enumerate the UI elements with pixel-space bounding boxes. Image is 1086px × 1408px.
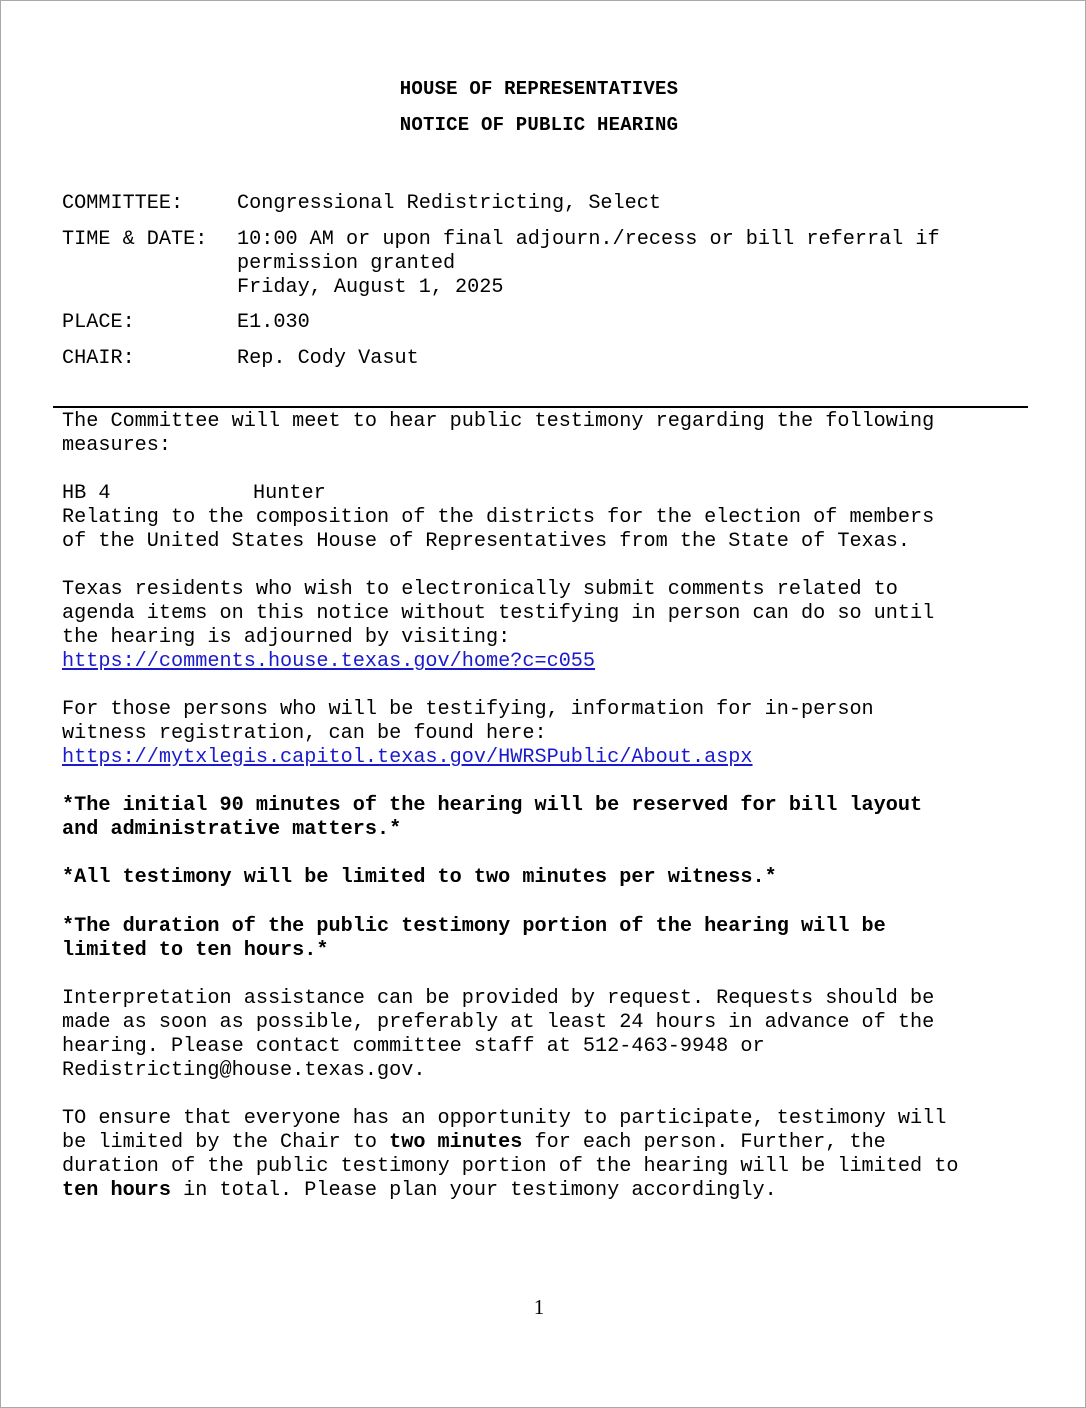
time-line-2: permission granted (237, 252, 456, 275)
notice-testimony-limit: *All testimony will be limited to two minutes per witness.* (62, 866, 777, 889)
ensure-line-1: TO ensure that everyone has an opportunity to participate, testimony will (62, 1107, 947, 1130)
ensure-line-3: duration of the public testimony portion of the hearing will be limited to (62, 1155, 959, 1178)
ensure-line-2-end: for each person. Further, the (522, 1131, 886, 1154)
date-value: Friday, August 1, 2025 (237, 276, 504, 299)
bill-number: HB 4 (62, 482, 111, 505)
time-line-1: 10:00 AM or upon final adjourn./recess or bill referral if (237, 228, 940, 251)
notice-duration-line-1: *The duration of the public testimony portion of the hearing will be (62, 915, 886, 938)
witness-registration-link[interactable]: https://mytxlegis.capitol.texas.gov/HWRSPublic/About.aspx (62, 746, 753, 769)
comments-link[interactable]: https://comments.house.texas.gov/home?c=c055 (62, 650, 596, 673)
comments-line-2: agenda items on this notice without testifying in person can do so until (62, 602, 935, 625)
committee-value: Congressional Redistricting, Select (237, 192, 662, 215)
comments-line-3: the hearing is adjourned by visiting: (62, 626, 511, 649)
ensure-line-2 (62, 1131, 1022, 1155)
place-label: PLACE: (62, 311, 135, 334)
place-value: E1.030 (237, 311, 310, 334)
interpretation-line-1: Interpretation assistance can be provided by request. Requests should be (62, 987, 935, 1010)
ensure-line-2-start: be limited by the Chair to (62, 1131, 390, 1154)
comments-line-1: Texas residents who wish to electronically submit comments related to (62, 578, 898, 601)
header-subtitle: NOTICE OF PUBLIC HEARING (399, 114, 679, 136)
bill-description-line-1: Relating to the composition of the districts for the election of members (62, 506, 935, 529)
interpretation-line-2: made as soon as possible, preferably at least 24 hours in advance of the (62, 1011, 935, 1034)
intro-line-1: The Committee will meet to hear public testimony regarding the following (62, 410, 935, 433)
section-divider (53, 406, 1028, 408)
ten-hours-emphasis: ten hours (62, 1179, 172, 1202)
witness-line-1: For those persons who will be testifying, information for in-person (62, 698, 874, 721)
page-number: 1 (533, 1295, 545, 1319)
chair-value: Rep. Cody Vasut (237, 347, 419, 370)
two-minutes-emphasis: two minutes (389, 1131, 523, 1154)
witness-line-2: witness registration, can be found here: (62, 722, 547, 745)
time-date-label: TIME & DATE: (62, 228, 208, 251)
ensure-line-4-end: in total. Please plan your testimony accordingly. (171, 1179, 777, 1202)
notice-layout-line-2: and administrative matters.* (62, 818, 402, 841)
bill-author: Hunter (253, 482, 326, 505)
interpretation-line-3: hearing. Please contact committee staff at 512-463-9948 or (62, 1035, 765, 1058)
notice-layout-line-1: *The initial 90 minutes of the hearing will be reserved for bill layout (62, 794, 923, 817)
interpretation-line-4: Redistricting@house.texas.gov. (62, 1059, 426, 1082)
ensure-line-4 (62, 1179, 1022, 1203)
header-title: HOUSE OF REPRESENTATIVES (399, 78, 679, 100)
notice-duration-line-2: limited to ten hours.* (62, 939, 329, 962)
committee-label: COMMITTEE: (62, 192, 184, 215)
intro-line-2: measures: (62, 434, 172, 457)
chair-label: CHAIR: (62, 347, 135, 370)
bill-description-line-2: of the United States House of Representatives from the State of Texas. (62, 530, 911, 553)
